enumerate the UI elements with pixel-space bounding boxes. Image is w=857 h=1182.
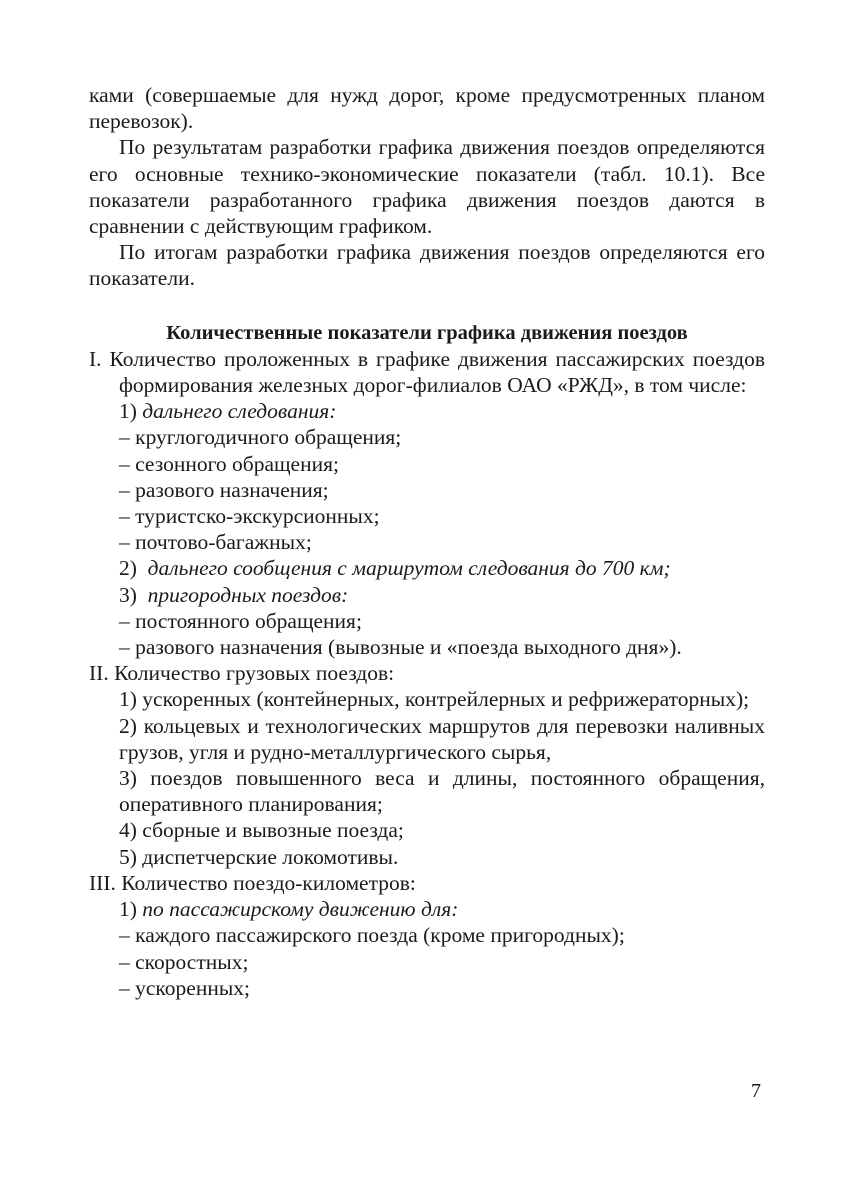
item-number: 1) [119,897,137,922]
section-3-item-1 [89,896,765,922]
list-item: – туристско-экскурсионных; [119,504,380,529]
item-number: 1) [119,399,137,424]
paragraph-summary: По итогам разработки графика движения поездов определяются его показатели. [89,240,765,291]
list-item: – скоростных; [119,949,249,974]
item-number: 2) [119,556,137,581]
page-body [89,82,765,1001]
section-2-item-5: 5) диспетчерские локомотивы. [119,844,399,869]
section-2-item-2: 2) кольцевых и технологических маршрутов для перевозки наливных грузов, угля и рудно-металлургического сырья, [119,713,765,764]
section-1-item-3 [89,582,765,608]
list-item: – сезонного обращения; [119,451,339,476]
section-2-item-3: 3) поездов повышенного веса и длины, постоянного обращения, оперативного планирования; [119,766,765,817]
item-text: дальнего сообщения с маршрутом следования до 700 км; [147,556,671,581]
section-2-item-1: 1) ускоренных (контейнерных, контрейлерных и рефрижераторных); [119,687,750,712]
item-text: пригородных поездов: [147,582,349,607]
section-3-title: III. Количество поездо-километров: [89,870,416,895]
section-1-title: I. Количество проложенных в графике движения пассажирских поездов формирования железных дорог-филиалов ОАО «РЖД», в том числе: [89,346,765,398]
list-item: – разового назначения (вывозные и «поезда выходного дня»). [119,635,682,660]
paragraph-results: По результатам разработки графика движения поездов определяются его основные технико-экономические показатели (табл. 10.1). Все показатели разработанного графика движения поездов даются в сравнении с действующим графиком. [89,135,765,239]
item-text: дальнего следования: [142,399,337,424]
section-1-item-1 [89,398,765,424]
list-item: – почтово-багажных; [119,530,312,555]
item-number: 3) [119,582,137,607]
list-item: – каждого пассажирского поезда (кроме пригородных); [119,923,625,948]
section-2-item-4: 4) сборные и вывозные поезда; [119,818,404,843]
list-item: – ускоренных; [119,975,250,1000]
list-item: – круглогодичного обращения; [119,425,402,450]
section-heading: Количественные показатели графика движения поездов [166,321,688,344]
paragraph-continuation: ками (совершаемые для нужд дорог, кроме предусмотренных планом перевозок). [89,83,765,134]
list-item: – постоянного обращения; [119,608,362,633]
section-2-title: II. Количество грузовых поездов: [89,661,395,686]
item-text: по пассажирскому движению для: [142,897,459,922]
page-number: 7 [751,1080,761,1102]
section-1-item-2 [89,555,765,581]
list-item: – разового назначения; [119,477,329,502]
